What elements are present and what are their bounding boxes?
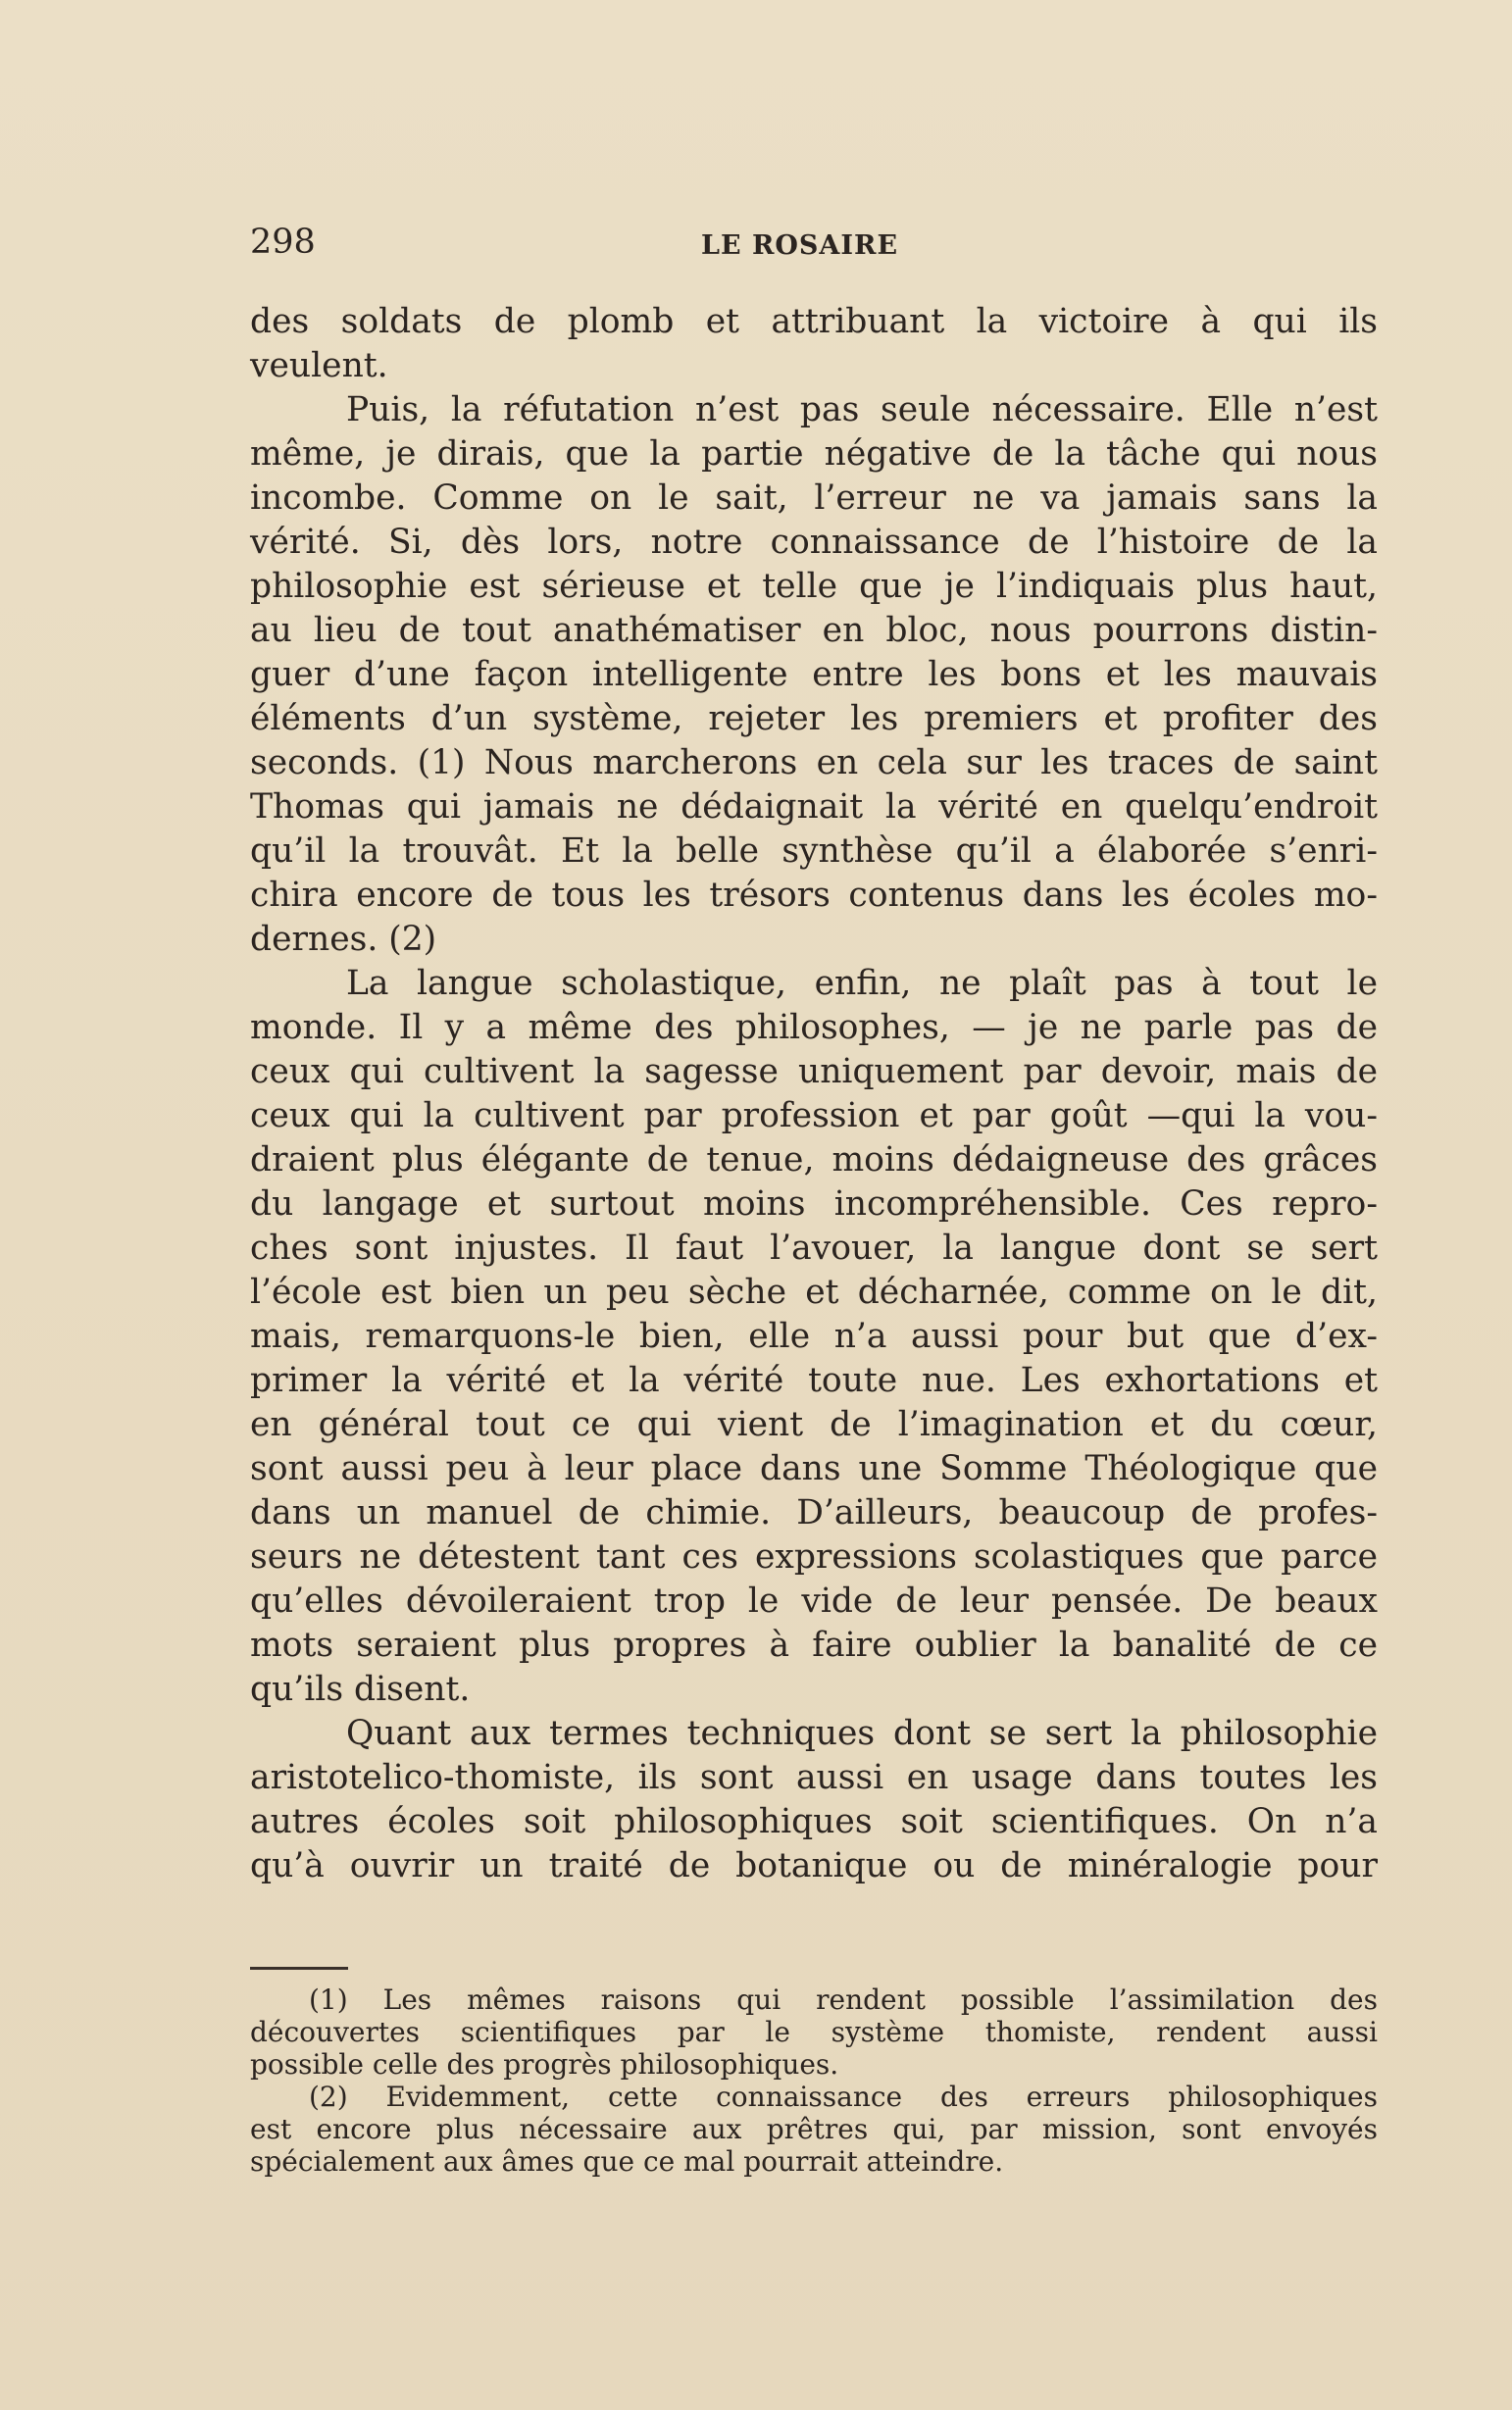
page-number: 298 bbox=[250, 223, 316, 262]
footnote-line: spécialement aux âmes que ce mal pourrait atteindre. bbox=[250, 2145, 1004, 2178]
footnote-line: découvertes scientifiques par le système thomiste, rendent aussi bbox=[250, 2016, 1378, 2048]
text-line: aristotelico-thomiste, ils sont aussi en usage dans toutes les bbox=[250, 1758, 1378, 1797]
footnote-line: (2) Evidemment, cette connaissance des erreurs philosophiques bbox=[309, 2081, 1378, 2113]
footnote-line: possible celle des progrès philosophiques. bbox=[250, 2048, 839, 2081]
text-line: ches sont injustes. Il faut l’avouer, la langue dont se sert bbox=[250, 1229, 1378, 1268]
text-line: en général tout ce qui vient de l’imagination et du cœur, bbox=[250, 1405, 1378, 1444]
body-text bbox=[250, 300, 1378, 1888]
text-line: au lieu de tout anathématiser en bloc, nous pourrons distin- bbox=[250, 611, 1378, 650]
text-line: Thomas qui jamais ne dédaignait la vérité en quelqu’endroit bbox=[250, 787, 1378, 827]
text-line: Quant aux termes techniques dont se sert la philosophie bbox=[346, 1714, 1378, 1753]
text-line: philosophie est sérieuse et telle que je l’indiquais plus haut, bbox=[250, 567, 1378, 606]
text-line: même, je dirais, que la partie négative de la tâche qui nous bbox=[250, 434, 1378, 474]
text-line: monde. Il y a même des philosophes, — je ne parle pas de bbox=[250, 1008, 1378, 1047]
text-line: ceux qui la cultivent par profession et par goût —qui la vou- bbox=[250, 1096, 1378, 1135]
text-line: seconds. (1) Nous marcherons en cela sur les traces de saint bbox=[250, 743, 1378, 782]
footnote-divider bbox=[250, 1967, 348, 1970]
text-line: qu’il la trouvât. Et la belle synthèse qu’il a élaborée s’enri- bbox=[250, 831, 1378, 871]
text-line: autres écoles soit philosophiques soit scientifiques. On n’a bbox=[250, 1802, 1378, 1841]
running-title: LE ROSAIRE bbox=[701, 230, 899, 261]
text-line: ceux qui cultivent la sagesse uniquement par devoir, mais de bbox=[250, 1052, 1378, 1091]
text-line: guer d’une façon intelligente entre les bons et les mauvais bbox=[250, 655, 1378, 694]
text-line: incombe. Comme on le sait, l’erreur ne va jamais sans la bbox=[250, 478, 1378, 518]
text-line: qu’ils disent. bbox=[250, 1670, 471, 1709]
text-line: seurs ne détestent tant ces expressions scolastiques que parce bbox=[250, 1537, 1378, 1577]
text-line: mots seraient plus propres à faire oublier la banalité de ce bbox=[250, 1626, 1378, 1665]
text-line: l’école est bien un peu sèche et décharnée, comme on le dit, bbox=[250, 1273, 1378, 1312]
text-line: dernes. (2) bbox=[250, 920, 437, 959]
text-line: primer la vérité et la vérité toute nue. Les exhortations et bbox=[250, 1361, 1378, 1400]
text-line: qu’à ouvrir un traité de botanique ou de minéralogie pour bbox=[250, 1846, 1378, 1885]
text-line: vérité. Si, dès lors, notre connaissance de l’histoire de la bbox=[250, 523, 1378, 562]
footnote-line: (1) Les mêmes raisons qui rendent possible l’assimilation des bbox=[309, 1983, 1378, 2016]
text-line: veulent. bbox=[250, 346, 388, 385]
footnote-line: est encore plus nécessaire aux prêtres qui, par mission, sont envoyés bbox=[250, 2113, 1378, 2145]
text-line: dans un manuel de chimie. D’ailleurs, beaucoup de profes- bbox=[250, 1493, 1378, 1532]
text-line: des soldats de plomb et attribuant la victoire à qui ils bbox=[250, 302, 1378, 341]
text-line: sont aussi peu à leur place dans une Somme Théologique que bbox=[250, 1449, 1378, 1488]
text-line: chira encore de tous les trésors contenus dans les écoles mo- bbox=[250, 876, 1378, 915]
text-line: mais, remarquons-le bien, elle n’a aussi pour but que d’ex- bbox=[250, 1317, 1378, 1356]
text-line: Puis, la réfutation n’est pas seule nécessaire. Elle n’est bbox=[346, 390, 1378, 429]
text-line: La langue scholastique, enfin, ne plaît pas à tout le bbox=[346, 964, 1378, 1003]
text-line: éléments d’un système, rejeter les premiers et profiter des bbox=[250, 699, 1378, 738]
text-line: qu’elles dévoileraient trop le vide de leur pensée. De beaux bbox=[250, 1582, 1378, 1621]
text-line: draient plus élégante de tenue, moins dédaigneuse des grâces bbox=[250, 1140, 1378, 1180]
page-header bbox=[250, 218, 1378, 267]
text-line: du langage et surtout moins incompréhensible. Ces repro- bbox=[250, 1184, 1378, 1224]
footnotes bbox=[250, 1983, 1378, 2178]
